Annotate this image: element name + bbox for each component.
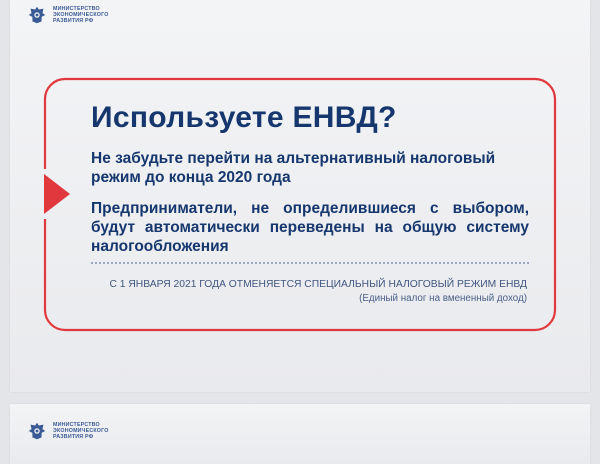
consequence-text: Предприниматели, не определившиеся с выбором, будут автоматически переведены на общую систему налогообложения: [91, 200, 529, 255]
notice-text: С 1 ЯНВАРЯ 2021 ГОДА ОТМЕНЯЕТСЯ СПЕЦИАЛЬНЫЙ НАЛОГОВЫЙ РЕЖИМ ЕНВД: [109, 279, 527, 290]
message-block: [91, 101, 529, 306]
ministry-line-1: МИНИСТЕРСТВО: [53, 422, 100, 428]
ministry-line-2: ЭКОНОМИЧЕСКОГО: [53, 12, 109, 18]
ministry-line-2: ЭКОНОМИЧЕСКОГО: [53, 428, 109, 434]
ministry-logo: [26, 420, 109, 442]
pointer-triangle-icon: [44, 174, 70, 214]
reminder-text: Не забудьте перейти на альтернативный налоговый режим до конца 2020 года: [91, 150, 496, 186]
notice-subtext: (Единый налог на вмененный доход): [359, 293, 527, 304]
ministry-line-1: МИНИСТЕРСТВО: [53, 6, 100, 12]
page-title: Используете ЕНВД?: [91, 101, 397, 134]
next-slide: [10, 404, 590, 464]
ministry-line-3: РАЗВИТИЯ РФ: [53, 18, 94, 24]
coat-of-arms-icon: [26, 420, 48, 442]
slide: [10, 0, 590, 392]
notice: [91, 278, 527, 306]
ministry-name: [53, 422, 109, 440]
ministry-line-3: РАЗВИТИЯ РФ: [53, 434, 94, 440]
dotted-divider: [91, 262, 529, 264]
